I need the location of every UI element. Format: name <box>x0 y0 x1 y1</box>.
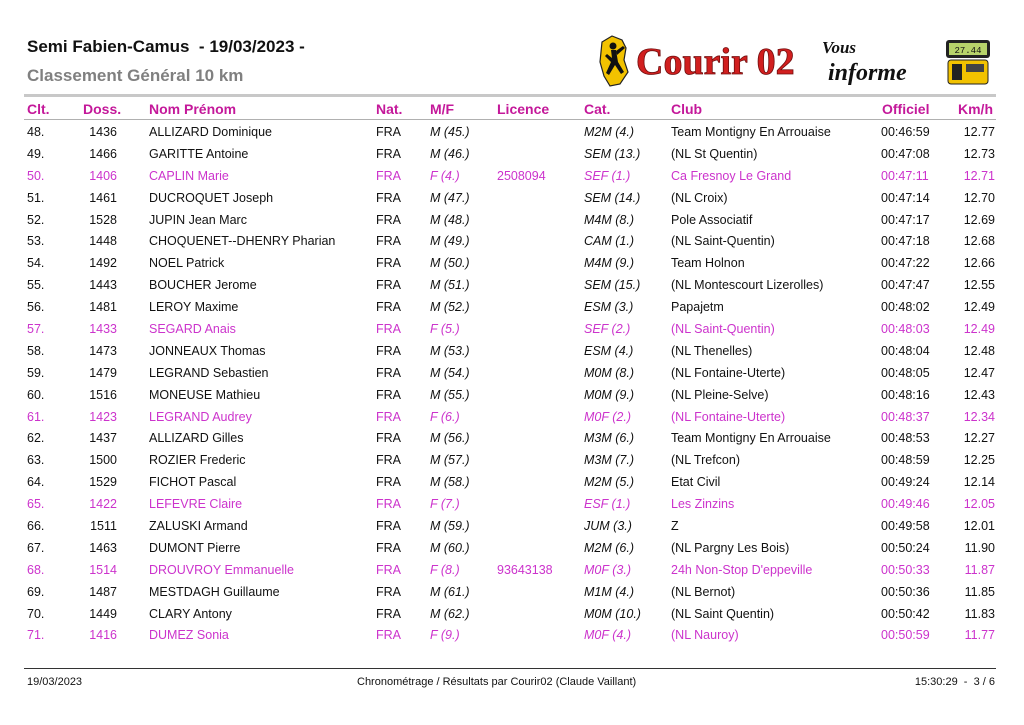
cell-clt: 51. <box>27 190 45 205</box>
cell-officiel: 00:50:36 <box>881 584 930 599</box>
cell-doss: 1416 <box>89 628 117 643</box>
cell-mf: F (8.) <box>430 562 460 577</box>
table-row <box>0 210 1024 232</box>
cell-clt: 60. <box>27 387 45 402</box>
cell-mf: F (9.) <box>430 628 460 643</box>
cell-kmh: 12.55 <box>963 278 995 293</box>
table-row <box>0 516 1024 538</box>
cell-clt: 68. <box>27 562 45 577</box>
cell-cat: M0M (10.) <box>584 606 641 621</box>
cell-mf: F (7.) <box>430 497 460 512</box>
cell-officiel: 00:48:03 <box>881 322 930 337</box>
cell-officiel: 00:49:24 <box>881 475 930 490</box>
cell-mf: M (48.) <box>430 212 470 227</box>
cell-nat: FRA <box>376 125 401 139</box>
cell-officiel: 00:48:05 <box>881 365 930 380</box>
cell-kmh: 12.49 <box>963 300 995 315</box>
cell-nat: FRA <box>376 212 401 227</box>
cell-club: (NL Pargny Les Bois) <box>671 540 790 555</box>
cell-cat: M0F (2.) <box>584 409 631 424</box>
cell-kmh: 11.87 <box>964 562 995 577</box>
cell-doss: 1473 <box>89 343 117 358</box>
col-header-licence: Licence <box>497 101 550 117</box>
cell-cat: M0F (4.) <box>584 628 631 643</box>
col-header-clt: Clt. <box>27 101 50 117</box>
cell-officiel: 00:50:33 <box>881 562 930 577</box>
table-row <box>0 450 1024 472</box>
col-header-nat: Nat. <box>376 101 403 117</box>
table-row <box>0 122 1024 144</box>
cell-club: Team Montigny En Arrouaise <box>671 431 831 446</box>
table-row <box>0 582 1024 604</box>
cell-clt: 63. <box>27 453 45 468</box>
cell-officiel: 00:47:47 <box>881 278 930 293</box>
cell-mf: F (4.) <box>430 168 460 183</box>
cell-club: (NL Bernot) <box>671 584 736 599</box>
page-title: Semi Fabien-Camus - 19/03/2023 - <box>27 37 305 56</box>
cell-nom: SEGARD Anais <box>149 322 236 337</box>
cell-nat: FRA <box>376 606 401 621</box>
cell-doss: 1487 <box>89 584 117 599</box>
cell-nat: FRA <box>376 278 401 293</box>
cell-clt: 71. <box>27 628 45 643</box>
logo-text: Courir 02 <box>636 41 795 83</box>
cell-cat: ESM (3.) <box>584 300 634 315</box>
cell-mf: M (57.) <box>430 453 470 468</box>
cell-nat: FRA <box>376 234 401 249</box>
footer-credit: Chronométrage / Résultats par Courir02 (Claude Vaillant) <box>357 676 637 688</box>
cell-club: (NL Pleine-Selve) <box>671 387 769 402</box>
cell-cat: SEM (14.) <box>584 190 641 205</box>
cell-licence: 93643138 <box>497 562 553 577</box>
cell-nat: FRA <box>376 387 401 402</box>
cell-nom: JONNEAUX Thomas <box>149 343 266 358</box>
cell-cat: SEF (1.) <box>584 168 631 183</box>
cell-mf: F (6.) <box>430 409 460 424</box>
cell-clt: 61. <box>27 409 45 424</box>
cell-mf: M (53.) <box>430 343 470 358</box>
cell-club: Les Zinzins <box>671 497 735 512</box>
cell-nat: FRA <box>376 562 401 577</box>
cell-cat: M2M (5.) <box>584 475 634 490</box>
cell-cat: M4M (8.) <box>584 212 634 227</box>
cell-officiel: 00:48:16 <box>881 387 930 402</box>
table-row <box>0 625 1024 647</box>
cell-officiel: 00:47:14 <box>881 190 930 205</box>
cell-club: Ca Fresnoy Le Grand <box>671 168 792 183</box>
cell-doss: 1516 <box>89 387 117 402</box>
cell-clt: 69. <box>27 584 45 599</box>
cell-doss: 1529 <box>89 475 117 490</box>
cell-mf: M (51.) <box>430 278 470 293</box>
table-row <box>0 363 1024 385</box>
cell-doss: 1423 <box>89 409 117 424</box>
cell-cat: M4M (9.) <box>584 256 634 271</box>
cell-cat: M0M (9.) <box>584 387 634 402</box>
cell-mf: M (62.) <box>430 606 470 621</box>
cell-mf: M (46.) <box>430 146 470 161</box>
cell-club: Z <box>671 519 679 534</box>
cell-clt: 57. <box>27 322 45 337</box>
cell-mf: M (61.) <box>430 584 470 599</box>
cell-clt: 65. <box>27 497 45 512</box>
cell-nat: FRA <box>376 343 401 358</box>
cell-nat: FRA <box>376 431 401 446</box>
cell-club: (NL Thenelles) <box>671 343 753 358</box>
cell-kmh: 12.47 <box>963 365 995 380</box>
cell-nom: BOUCHER Jerome <box>149 278 257 293</box>
cell-nat: FRA <box>376 584 401 599</box>
cell-clt: 48. <box>27 125 45 139</box>
cell-nom: DUMEZ Sonia <box>149 628 229 643</box>
cell-mf: M (45.) <box>430 125 470 139</box>
cell-nom: MESTDAGH Guillaume <box>149 584 280 599</box>
cell-cat: ESM (4.) <box>584 343 634 358</box>
cell-nat: FRA <box>376 519 401 534</box>
cell-clt: 64. <box>27 475 45 490</box>
cell-doss: 1479 <box>89 365 117 380</box>
cell-clt: 49. <box>27 146 45 161</box>
cell-clt: 62. <box>27 431 45 446</box>
cell-nom: ALLIZARD Dominique <box>149 125 272 139</box>
cell-clt: 56. <box>27 300 45 315</box>
cell-cat: SEF (2.) <box>584 322 631 337</box>
cell-mf: M (59.) <box>430 519 470 534</box>
cell-nat: FRA <box>376 475 401 490</box>
cell-nat: FRA <box>376 146 401 161</box>
table-row <box>0 407 1024 429</box>
cell-club: (NL Fontaine-Uterte) <box>671 409 786 424</box>
cell-cat: ESF (1.) <box>584 497 631 512</box>
cell-cat: JUM (3.) <box>584 519 632 534</box>
header-divider <box>24 94 996 97</box>
table-row <box>0 166 1024 188</box>
col-header-mf: M/F <box>430 101 455 117</box>
footer-divider <box>24 668 996 669</box>
table-row <box>0 253 1024 275</box>
cell-club: (NL Croix) <box>671 190 728 205</box>
cell-club: (NL Saint-Quentin) <box>671 322 775 337</box>
cell-clt: 54. <box>27 256 45 271</box>
cell-kmh: 12.66 <box>963 256 995 271</box>
table-row <box>0 341 1024 363</box>
cell-clt: 67. <box>27 540 45 555</box>
cell-kmh: 12.25 <box>963 453 995 468</box>
table-row <box>0 560 1024 582</box>
footer-date: 19/03/2023 <box>27 676 83 688</box>
cell-cat: M3M (6.) <box>584 431 634 446</box>
cell-mf: M (52.) <box>430 300 470 315</box>
cell-nat: FRA <box>376 365 401 380</box>
cell-cat: M0M (8.) <box>584 365 634 380</box>
cell-officiel: 00:50:24 <box>881 540 930 555</box>
cell-officiel: 00:47:18 <box>881 234 930 249</box>
table-row <box>0 144 1024 166</box>
cell-club: (NL St Quentin) <box>671 146 758 161</box>
col-header-cat: Cat. <box>584 101 611 117</box>
cell-mf: F (5.) <box>430 322 460 337</box>
cell-nat: FRA <box>376 628 401 643</box>
cell-nom: LEFEVRE Claire <box>149 497 243 512</box>
cell-nat: FRA <box>376 453 401 468</box>
cell-clt: 55. <box>27 278 45 293</box>
cell-doss: 1461 <box>89 190 117 205</box>
cell-kmh: 11.77 <box>964 628 995 643</box>
cell-nom: GARITTE Antoine <box>149 146 249 161</box>
cell-kmh: 12.14 <box>963 475 995 490</box>
footer-time-page: 15:30:29 - 3 / 6 <box>914 676 995 688</box>
table-row <box>0 604 1024 626</box>
cell-kmh: 12.01 <box>963 519 995 534</box>
cell-cat: CAM (1.) <box>584 234 634 249</box>
cell-officiel: 00:48:02 <box>881 300 930 315</box>
cell-nat: FRA <box>376 256 401 271</box>
cell-clt: 52. <box>27 212 45 227</box>
cell-nom: CLARY Antony <box>149 606 232 621</box>
cell-club: Team Holnon <box>671 256 745 271</box>
cell-nom: LEROY Maxime <box>149 300 239 315</box>
cell-officiel: 00:49:58 <box>881 519 930 534</box>
cell-cat: M0F (3.) <box>584 562 631 577</box>
logo-tag-top: Vous <box>822 38 857 57</box>
cell-mf: M (56.) <box>430 431 470 446</box>
cell-mf: M (54.) <box>430 365 470 380</box>
cell-kmh: 12.68 <box>963 234 995 249</box>
col-header-nom: Nom Prénom <box>149 101 237 117</box>
cell-officiel: 00:48:37 <box>881 409 930 424</box>
cell-officiel: 00:47:11 <box>881 168 929 183</box>
cell-kmh: 12.77 <box>963 125 995 139</box>
cell-doss: 1437 <box>89 431 117 446</box>
cell-nat: FRA <box>376 300 401 315</box>
cell-club: (NL Trefcon) <box>671 453 741 468</box>
cell-mf: M (47.) <box>430 190 470 205</box>
cell-kmh: 12.70 <box>963 190 995 205</box>
cell-club: (NL Saint Quentin) <box>671 606 775 621</box>
cell-cat: M1M (4.) <box>584 584 634 599</box>
cell-kmh: 11.83 <box>964 606 995 621</box>
cell-cat: M3M (7.) <box>584 453 634 468</box>
cell-doss: 1514 <box>89 562 117 577</box>
cell-doss: 1511 <box>90 519 117 534</box>
cell-kmh: 12.48 <box>963 343 995 358</box>
logo-tag-bottom: informe <box>828 60 907 86</box>
courir02-logo <box>596 32 996 90</box>
cell-clt: 59. <box>27 365 45 380</box>
cell-doss: 1492 <box>89 256 117 271</box>
cell-nat: FRA <box>376 409 401 424</box>
cell-mf: M (60.) <box>430 540 470 555</box>
cell-licence: 2508094 <box>497 168 546 183</box>
cell-doss: 1433 <box>89 322 117 337</box>
cell-officiel: 00:49:46 <box>881 497 930 512</box>
cell-nom: DROUVROY Emmanuelle <box>149 562 294 577</box>
cell-kmh: 12.05 <box>963 497 995 512</box>
cell-kmh: 11.90 <box>964 540 995 555</box>
cell-cat: SEM (13.) <box>584 146 641 161</box>
cell-doss: 1436 <box>89 125 117 139</box>
table-row <box>0 231 1024 253</box>
cell-officiel: 00:50:59 <box>881 628 930 643</box>
table-row <box>0 538 1024 560</box>
cell-cat: M2M (4.) <box>584 125 634 139</box>
cell-doss: 1443 <box>89 278 117 293</box>
cell-doss: 1463 <box>89 540 117 555</box>
cell-officiel: 00:50:42 <box>881 606 930 621</box>
cell-officiel: 00:46:59 <box>881 125 930 139</box>
cell-kmh: 12.73 <box>963 146 995 161</box>
cell-officiel: 00:47:08 <box>881 146 930 161</box>
cell-club: (NL Montescourt Lizerolles) <box>671 278 824 293</box>
results-table-body <box>0 122 1024 647</box>
table-row <box>0 472 1024 494</box>
cell-mf: M (50.) <box>430 256 470 271</box>
cell-officiel: 00:47:22 <box>881 256 930 271</box>
cell-kmh: 12.27 <box>963 431 995 446</box>
cell-doss: 1449 <box>89 606 117 621</box>
table-row <box>0 428 1024 450</box>
cell-nat: FRA <box>376 322 401 337</box>
cell-doss: 1500 <box>89 453 117 468</box>
cell-mf: M (58.) <box>430 475 470 490</box>
cell-doss: 1406 <box>89 168 117 183</box>
cell-doss: 1448 <box>89 234 117 249</box>
svg-text:27.44: 27.44 <box>954 46 982 56</box>
cell-clt: 66. <box>27 519 45 534</box>
cell-clt: 70. <box>27 606 45 621</box>
cell-nat: FRA <box>376 168 401 183</box>
cell-doss: 1481 <box>89 300 117 315</box>
cell-nom: MONEUSE Mathieu <box>149 387 261 402</box>
cell-nom: LEGRAND Sebastien <box>149 365 269 380</box>
cell-nom: CHOQUENET--DHENRY Pharian <box>149 234 336 249</box>
table-header-divider <box>24 119 996 120</box>
page-subtitle: Classement Général 10 km <box>27 66 244 85</box>
table-row <box>0 297 1024 319</box>
cell-nat: FRA <box>376 540 401 555</box>
table-row <box>0 385 1024 407</box>
cell-club: (NL Fontaine-Uterte) <box>671 365 786 380</box>
cell-kmh: 12.34 <box>963 409 995 424</box>
cell-mf: M (55.) <box>430 387 470 402</box>
cell-kmh: 12.69 <box>963 212 995 227</box>
table-row <box>0 275 1024 297</box>
cell-cat: SEM (15.) <box>584 278 641 293</box>
cell-nom: NOEL Patrick <box>149 256 225 271</box>
cell-officiel: 00:48:53 <box>881 431 930 446</box>
cell-club: Etat Civil <box>671 475 721 490</box>
cell-nom: DUMONT Pierre <box>149 540 241 555</box>
cell-clt: 53. <box>27 234 45 249</box>
cell-kmh: 12.43 <box>963 387 995 402</box>
cell-nom: CAPLIN Marie <box>149 168 229 183</box>
cell-doss: 1466 <box>89 146 117 161</box>
cell-nom: FICHOT Pascal <box>149 475 237 490</box>
stopwatch-icon <box>946 40 990 84</box>
cell-club: Pole Associatif <box>671 212 753 227</box>
cell-clt: 50. <box>27 168 45 183</box>
cell-doss: 1422 <box>89 497 117 512</box>
cell-cat: M2M (6.) <box>584 540 634 555</box>
cell-club: 24h Non-Stop D'eppeville <box>671 562 813 577</box>
cell-nat: FRA <box>376 190 401 205</box>
cell-nom: DUCROQUET Joseph <box>149 190 274 205</box>
table-row <box>0 319 1024 341</box>
col-header-club: Club <box>671 101 703 117</box>
cell-clt: 58. <box>27 343 45 358</box>
cell-officiel: 00:48:04 <box>881 343 930 358</box>
cell-nom: ZALUSKI Armand <box>149 519 248 534</box>
cell-nom: LEGRAND Audrey <box>149 409 252 424</box>
col-header-doss: Doss. <box>83 101 122 117</box>
cell-nom: ROZIER Frederic <box>149 453 246 468</box>
cell-officiel: 00:47:17 <box>881 212 930 227</box>
cell-kmh: 12.71 <box>963 168 995 183</box>
col-header-officiel: Officiel <box>882 101 930 117</box>
cell-nom: ALLIZARD Gilles <box>149 431 244 446</box>
cell-officiel: 00:48:59 <box>881 453 930 468</box>
cell-club: (NL Nauroy) <box>671 628 739 643</box>
cell-mf: M (49.) <box>430 234 470 249</box>
table-row <box>0 494 1024 516</box>
cell-kmh: 11.85 <box>964 584 995 599</box>
col-header-kmh: Km/h <box>958 101 993 117</box>
cell-doss: 1528 <box>89 212 117 227</box>
cell-club: Papajetm <box>671 300 724 315</box>
table-row <box>0 188 1024 210</box>
cell-nom: JUPIN Jean Marc <box>149 212 247 227</box>
cell-kmh: 12.49 <box>963 322 995 337</box>
cell-club: (NL Saint-Quentin) <box>671 234 775 249</box>
cell-nat: FRA <box>376 497 401 512</box>
cell-club: Team Montigny En Arrouaise <box>671 125 831 139</box>
